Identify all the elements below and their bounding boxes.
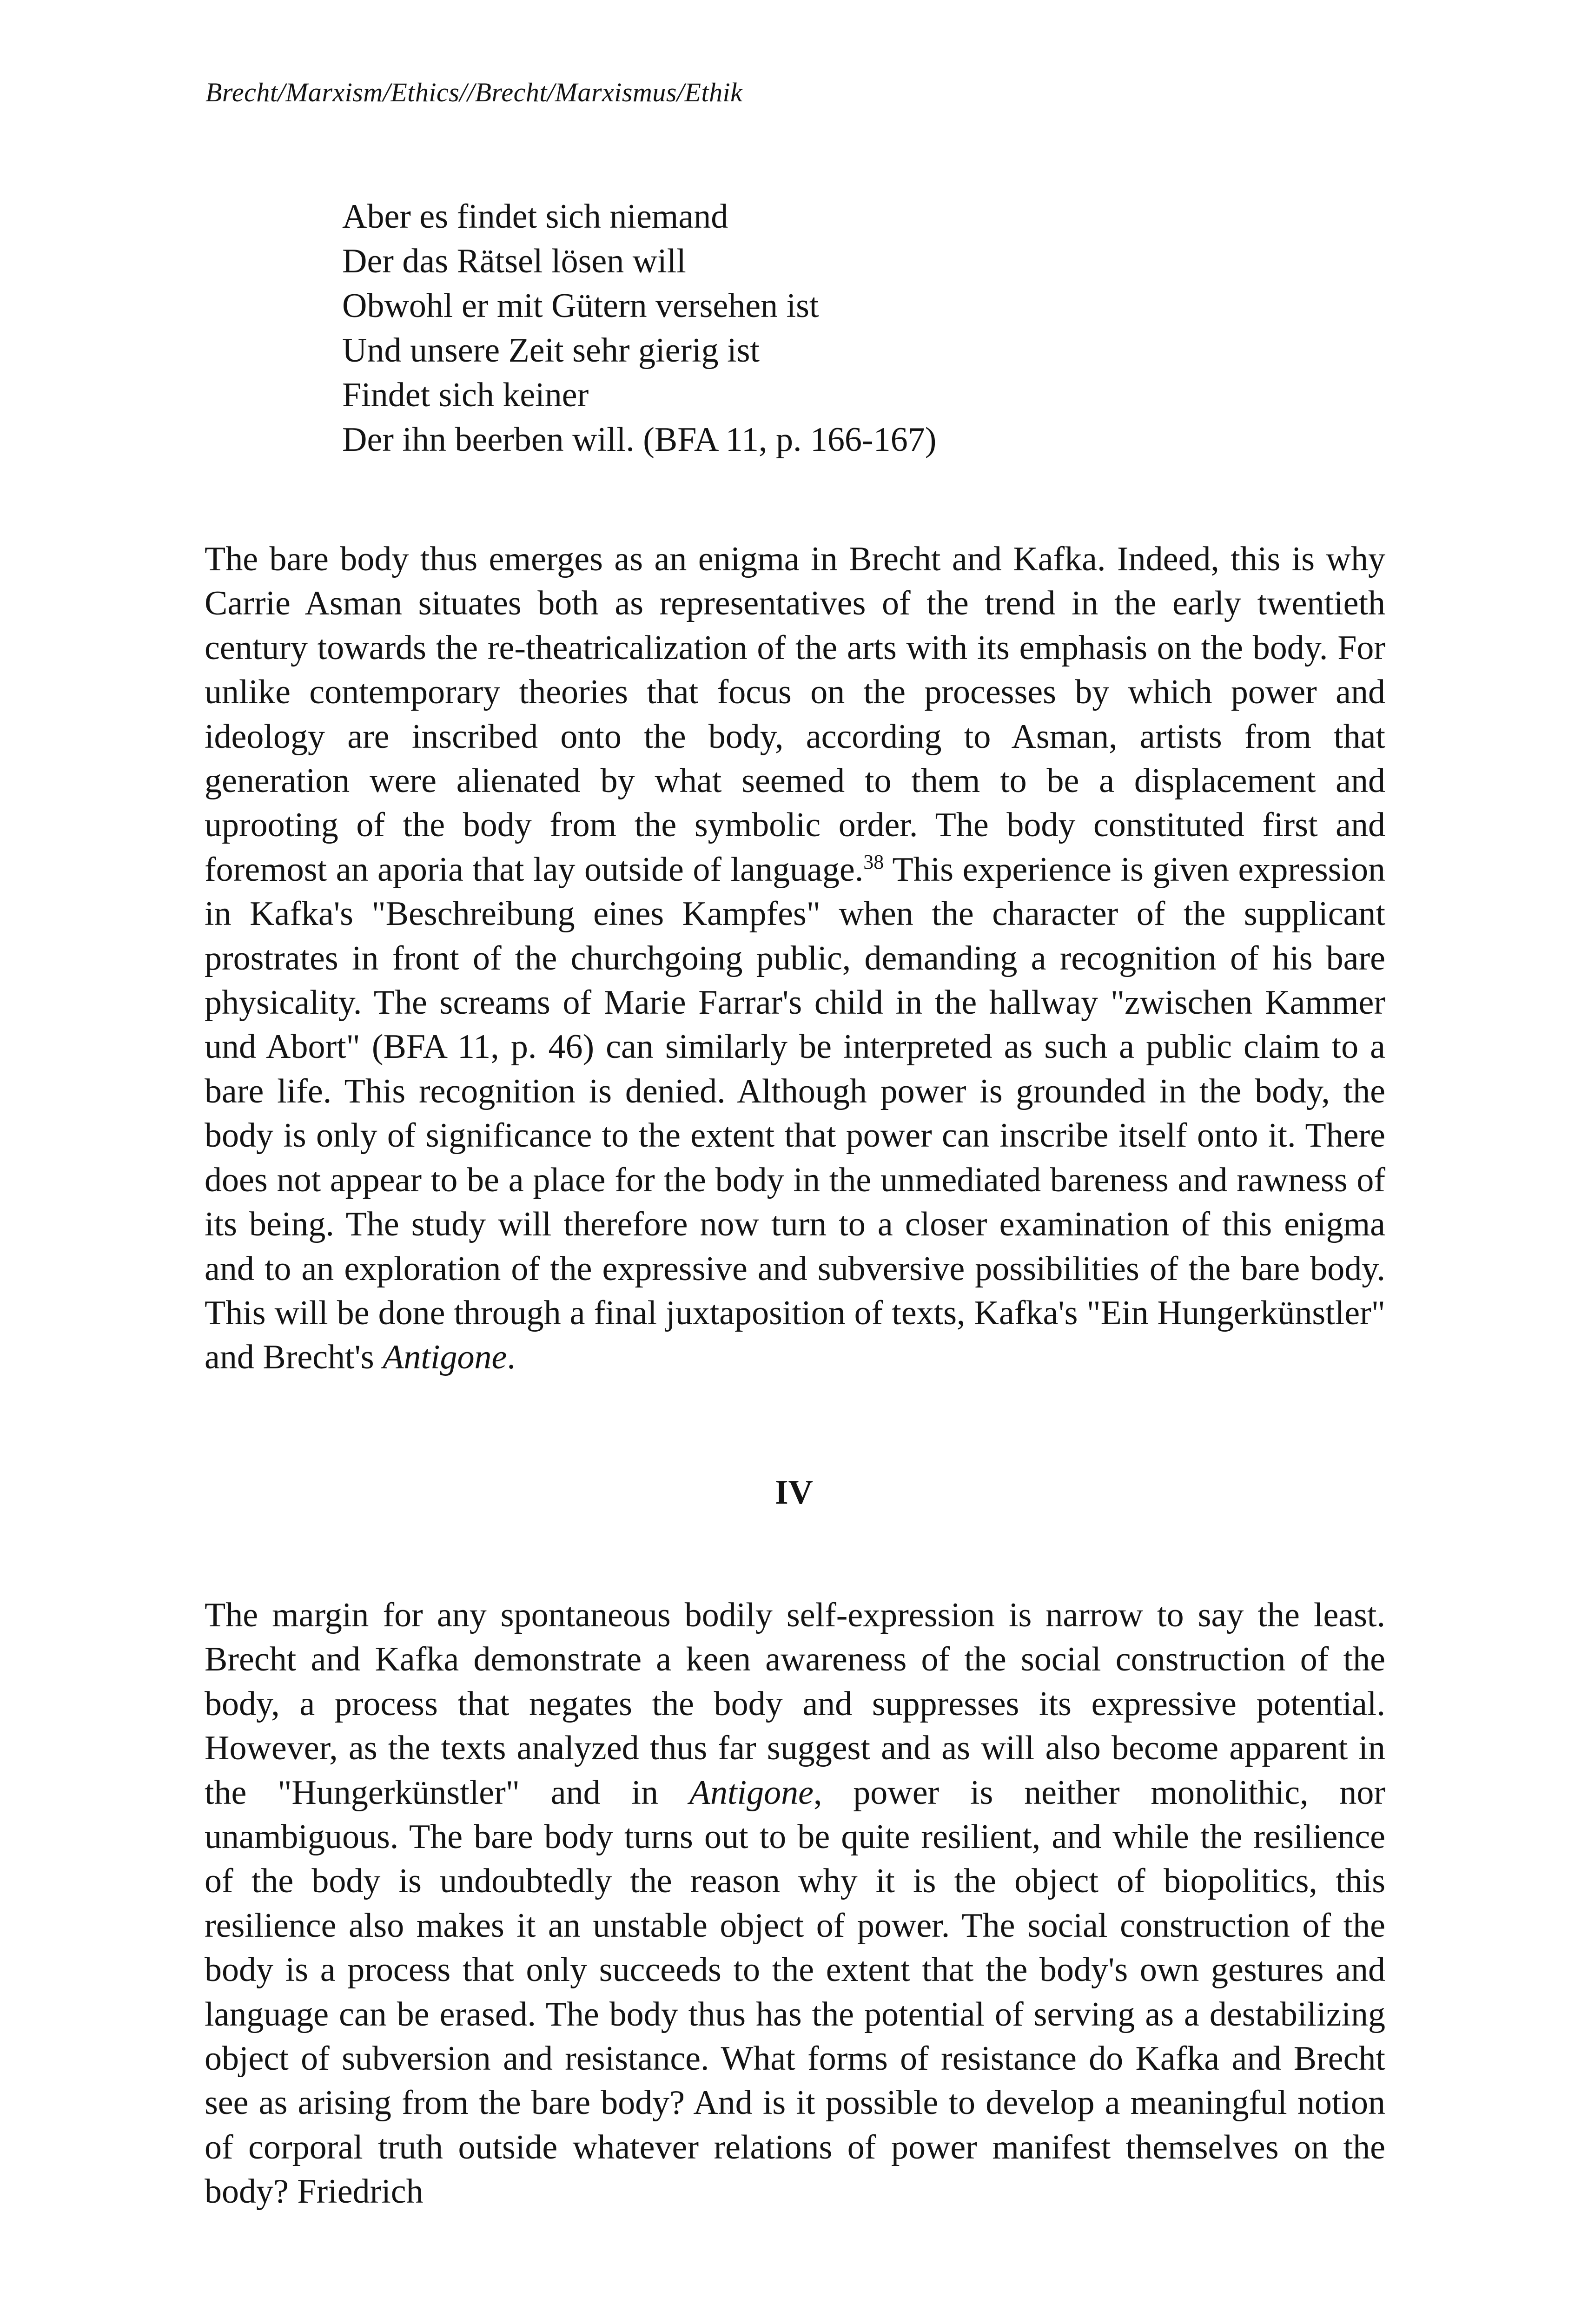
poem-quotation xyxy=(342,194,936,462)
running-head: Brecht/Marxism/Ethics//Brecht/Marxismus/Ethik xyxy=(205,77,743,107)
poem-line: Obwohl er mit Gütern versehen ist xyxy=(342,287,819,325)
work-title-italic: Antigone xyxy=(689,1773,814,1812)
work-title-italic: Antigone xyxy=(383,1338,507,1377)
footnote-marker: 38 xyxy=(863,850,884,873)
paragraph-text: The margin for any spontaneous bodily self-expression is narrow to say the least. Brecht and Kafka demonstrate a keen awareness of the social construction of the body, a process that negates the body and suppresses its expressive potential. However, as the texts analyzed thus far suggest and as will also become apparent in the "Hungerkünstler" and in xyxy=(205,1596,1385,1812)
paragraph-text: . xyxy=(507,1338,516,1377)
poem-line: Und unsere Zeit sehr gierig ist xyxy=(342,331,760,370)
poem-line: Findet sich keiner xyxy=(342,376,589,414)
body-paragraph-2 xyxy=(205,1593,1385,2214)
poem-line: Aber es findet sich niemand xyxy=(342,198,728,236)
paragraph-text: The bare body thus emerges as an enigma in Brecht and Kafka. Indeed, this is why Carrie Asman situates both as representatives of the trend in the early twentieth century towards the re-theatricalization of the arts with its emphasis on the body. For unlike contemporary theories that focus on the processes by which power and ideology are inscribed onto the body, according to Asman, artists from that generation were alienated by what seemed to them to be a displacement and uprooting of the body from the symbolic order. The body constituted first and foremost an aporia that lay outside of language. xyxy=(205,540,1385,889)
poem-line: Der das Rätsel lösen will xyxy=(342,242,686,280)
paragraph-text: , power is neither monolithic, nor unambiguous. The bare body turns out to be quite resilient, and while the resilience of the body is undoubtedly the reason why it is the object of biopolitics, this resilience also makes it an unstable object of power. The social construction of the body is a process that only succeeds to the extent that the body's own gestures and language can be erased. The body thus has the potential of serving as a destabilizing object of subversion and resistance. What forms of resistance do Kafka and Brecht see as arising from the bare body? And is it possible to develop a meaningful notion of corporal truth outside whatever relations of power manifest themselves on the body? Friedrich xyxy=(205,1773,1385,2211)
section-heading: IV xyxy=(774,1473,814,1512)
paragraph-text: This experience is given expression in Kafka's "Beschreibung eines Kampfes" when the character of the supplicant prostrates in front of the churchgoing public, demanding a recognition of his bare physicality. The screams of Marie Farrar's child in the hallway "zwischen Kammer und Abort" (BFA 11, p. 46) can similarly be interpreted as such a public claim to a bare life. This recognition is denied. Although power is grounded in the body, the body is only of significance to the extent that power can inscribe itself onto it. There does not appear to be a place for the body in the unmediated bareness and rawness of its being. The study will therefore now turn to a closer examination of this enigma and to an exploration of the expressive and subversive possibilities of the bare body. This will be done through a final juxtaposition of texts, Kafka's "Ein Hungerkünstler" and Brecht's xyxy=(205,850,1385,1377)
body-paragraph-1 xyxy=(205,537,1385,1380)
poem-line: Der ihn beerben will. (BFA 11, p. 166-167) xyxy=(342,421,937,459)
